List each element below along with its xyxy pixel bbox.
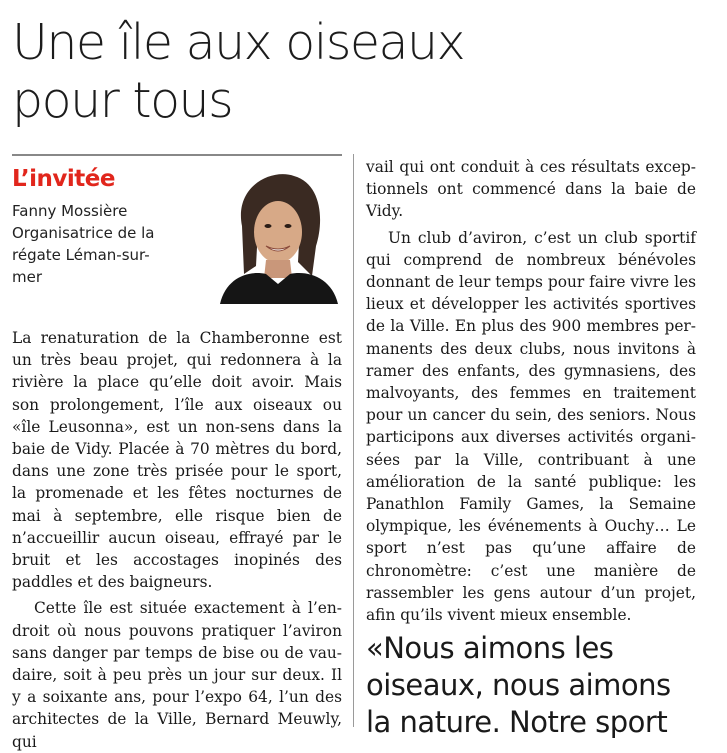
invitee-role-line-2: régate Léman-sur- xyxy=(12,246,150,264)
invitee-role-line-1: Organisatrice de la xyxy=(12,224,155,242)
column-divider xyxy=(353,154,354,727)
right-paragraph-1: vail qui ont conduit à ces résultats exceptionnels ont commencé dans la baie de Vidy. xyxy=(366,158,696,221)
left-paragraph-2: Cette île est située exactement à l’endroit où nous pouvons pratiquer l’aviron sans danger par temps de bise ou de vaudaire, soit à peu près un jour sur deux. Il y a soixante ans, pour l’expo 64, l’un des architectes de la Ville, Bernard Meuwly, qui xyxy=(12,599,342,751)
invitee-box xyxy=(12,154,342,304)
invitee-meta xyxy=(12,200,212,288)
left-column-text xyxy=(12,327,342,753)
pull-quote-line-2: oiseaux, nous aimons xyxy=(366,668,671,702)
pull-quote-line-1: «Nous aimons les xyxy=(366,631,614,665)
left-paragraph-1: La renaturation de la Chamberonne est un très beau projet, qui redonnera à la rivière la place qu’elle doit avoir. Mais son prolongement, l’île aux oiseaux ou «île Leusonna», est un non-sens dans la baie de Vidy. Placée à 70 mètres du bord, dans une zone très prisée pour le sport, la promenade et les fêtes nocturnes de mai à septembre, elle risque bien de n’accueillir aucun oiseau, effrayé par le bruit et les accostages inopinés des paddles et des baigneurs. xyxy=(12,329,342,592)
pull-quote-line-3: la nature. Notre sport xyxy=(366,705,668,739)
invitee-name: Fanny Mossière xyxy=(12,202,128,220)
portrait-photo xyxy=(212,166,342,304)
right-paragraph-2: Un club d’aviron, c’est un club sportif qui comprend de nombreux bénévoles donnant de leur temps pour faire vivre les lieux et développer les activités sportives de la Ville. En plus des 900 membres permanents des deux clubs, nous invitons à ramer des enfants, des gymnasiens, des malvoyants, des femmes en traitement pour un cancer du sein, des seniors. Nous participons aux diverses activités organisées par la Ville, contribuant à une amélioration de la santé publique: les Panathlon Family Games, la Semaine olympique, les événements à Ouchy… Le sport n’est pas qu’une affaire de chronomètre: c’est une manière de rassembler les gens autour d’un projet, afin qu’ils vivent mieux ensemble. xyxy=(366,228,696,625)
headline-line-1: Une île aux oiseaux xyxy=(12,14,465,71)
right-column-text xyxy=(366,156,696,626)
headline-line-2: pour tous xyxy=(12,72,233,129)
invitee-label: L’invitée xyxy=(12,166,115,192)
invitee-role-line-3: mer xyxy=(12,268,43,286)
pull-quote xyxy=(366,630,716,741)
headline xyxy=(12,14,712,130)
